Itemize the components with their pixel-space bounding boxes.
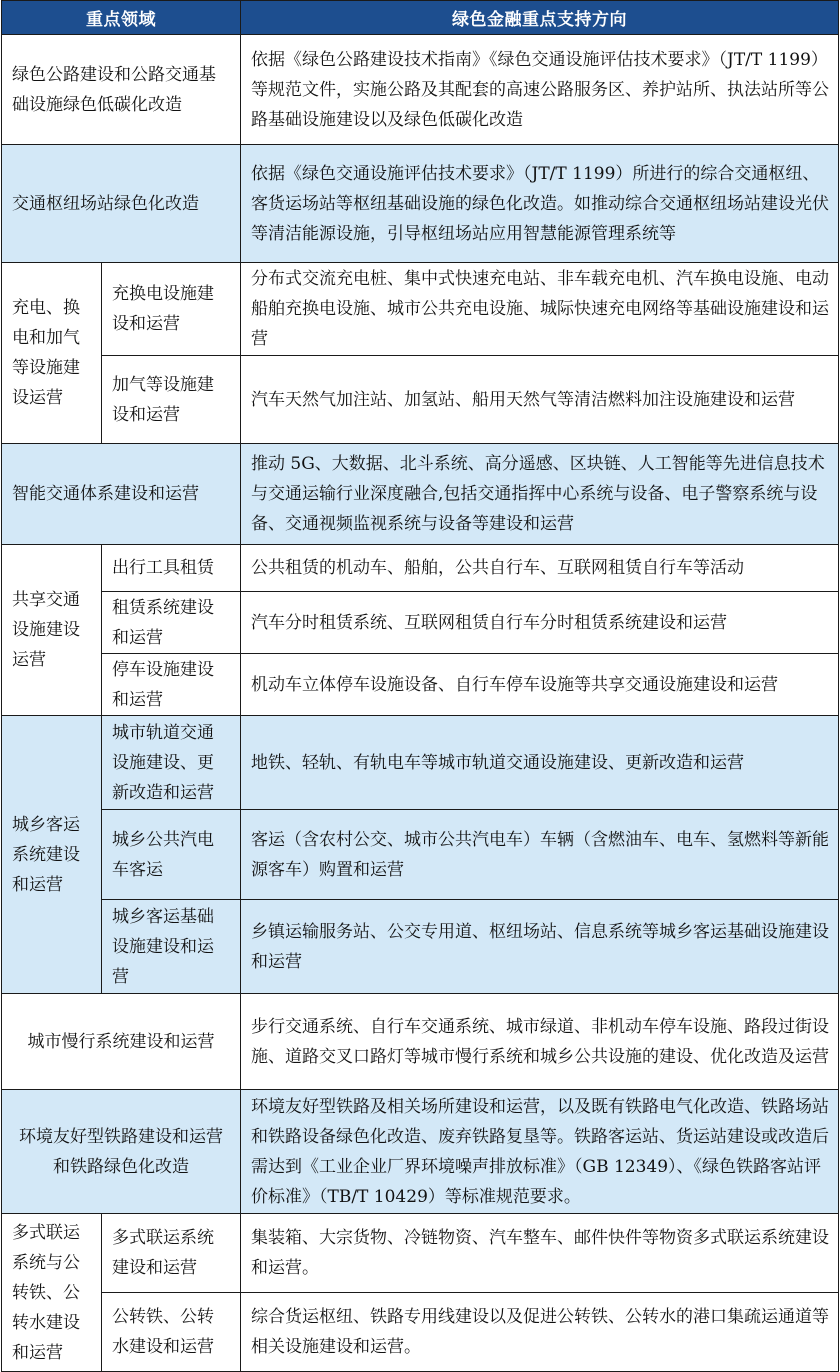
table-row [2, 1293, 839, 1372]
desc-cell: 地铁、轻轨、有轨电车等城市轨道交通设施建设、更新改造和运营 [241, 716, 839, 810]
table-row [2, 592, 839, 654]
desc-cell: 环境友好型铁路及相关场所建设和运营，以及既有铁路电气化改造、铁路场站和铁路设备绿色化改造、废弃铁路复垦等。铁路客运站、货运站建设或改造后需达到《工业企业厂界环境噪声排放标准》（GB 12349）、《绿色铁路客站评价标准》（TB/T 10429）等标准规范要求。 [241, 1090, 839, 1214]
desc-cell: 集装箱、大宗货物、冷链物资、汽车整车、邮件快件等物资多式联运系统建设和运营。 [241, 1214, 839, 1293]
desc-cell: 机动车立体停车设施设备、自行车停车设施等共享交通设施建设和运营 [241, 654, 839, 716]
group-cell: 多式联运系统与公转铁、公转水建设和运营 [2, 1214, 102, 1372]
desc-cell: 客运（含农村公交、城市公共汽电车）车辆（含燃油车、电车、氢燃料等新能源客车）购置和运营 [241, 810, 839, 900]
desc-cell: 依据《绿色公路建设技术指南》《绿色交通设施评估技术要求》（JT/T 1199）等规范文件，实施公路及其配套的高速公路服务区、养护站所、执法站所等公路基础设施建设以及绿色低碳化改造 [241, 35, 839, 145]
table-row [2, 1090, 839, 1214]
sub-area-cell: 出行工具租赁 [102, 545, 241, 592]
group-cell: 城乡客运系统建设和运营 [2, 716, 102, 994]
desc-cell: 依据《绿色交通设施评估技术要求》（JT/T 1199）所进行的综合交通枢纽、客货运场站等枢纽基础设施的绿色化改造。如推动综合交通枢纽场站建设光伏等清洁能源设施，引导枢纽场站应用智慧能源管理系统等 [241, 145, 839, 263]
sub-area-cell: 加气等设施建设和运营 [102, 356, 241, 444]
group-cell: 充电、换电和加气等设施建设运营 [2, 263, 102, 444]
desc-cell: 汽车分时租赁系统、互联网租赁自行车分时租赁系统建设和运营 [241, 592, 839, 654]
table-row [2, 444, 839, 545]
table-header-row [2, 1, 839, 35]
table-row [2, 545, 839, 592]
table-row [2, 810, 839, 900]
desc-cell: 公共租赁的机动车、船舶，公共自行车、互联网租赁自行车等活动 [241, 545, 839, 592]
desc-cell: 综合货运枢纽、铁路专用线建设以及促进公转铁、公转水的港口集疏运通道等相关设施建设和运营。 [241, 1293, 839, 1372]
sub-area-cell: 停车设施建设和运营 [102, 654, 241, 716]
sub-area-cell: 租赁系统建设和运营 [102, 592, 241, 654]
header-support-direction: 绿色金融重点支持方向 [241, 1, 839, 35]
table-row [2, 35, 839, 145]
desc-cell: 分布式交流充电桩、集中式快速充电站、非车载充电机、汽车换电设施、电动船舶充换电设施、城市公共充电设施、城际快速充电网络等基础设施建设和运营 [241, 263, 839, 356]
area-cell: 绿色公路建设和公路交通基础设施绿色低碳化改造 [2, 35, 241, 145]
desc-cell: 汽车天然气加注站、加氢站、船用天然气等清洁燃料加注设施建设和运营 [241, 356, 839, 444]
table-row [2, 263, 839, 356]
table-row [2, 356, 839, 444]
sub-area-cell: 多式联运系统建设和运营 [102, 1214, 241, 1293]
desc-cell: 步行交通系统、自行车交通系统、城市绿道、非机动车停车设施、路段过街设施、道路交叉口路灯等城市慢行系统和城乡公共设施的建设、优化改造及运营 [241, 994, 839, 1090]
table-row [2, 994, 839, 1090]
group-cell: 共享交通设施建设运营 [2, 545, 102, 716]
header-key-area: 重点领域 [2, 1, 241, 35]
desc-cell: 推动 5G、大数据、北斗系统、高分遥感、区块链、人工智能等先进信息技术与交通运输行业深度融合,包括交通指挥中心系统与设备、电子警察系统与设备、交通视频监视系统与设备等建设和运营 [241, 444, 839, 545]
green-finance-table [1, 0, 839, 1372]
sub-area-cell: 城乡客运基础设施建设和运营 [102, 900, 241, 994]
area-cell: 环境友好型铁路建设和运营和铁路绿色化改造 [2, 1090, 241, 1214]
table-row [2, 1214, 839, 1293]
area-cell: 城市慢行系统建设和运营 [2, 994, 241, 1090]
table-row [2, 145, 839, 263]
table-row [2, 900, 839, 994]
sub-area-cell: 充换电设施建设和运营 [102, 263, 241, 356]
area-cell: 智能交通体系建设和运营 [2, 444, 241, 545]
sub-area-cell: 城市轨道交通设施建设、更新改造和运营 [102, 716, 241, 810]
sub-area-cell: 城乡公共汽电车客运 [102, 810, 241, 900]
area-cell: 交通枢纽场站绿色化改造 [2, 145, 241, 263]
desc-cell: 乡镇运输服务站、公交专用道、枢纽场站、信息系统等城乡客运基础设施建设和运营 [241, 900, 839, 994]
table-row [2, 716, 839, 810]
sub-area-cell: 公转铁、公转水建设和运营 [102, 1293, 241, 1372]
table-row [2, 654, 839, 716]
